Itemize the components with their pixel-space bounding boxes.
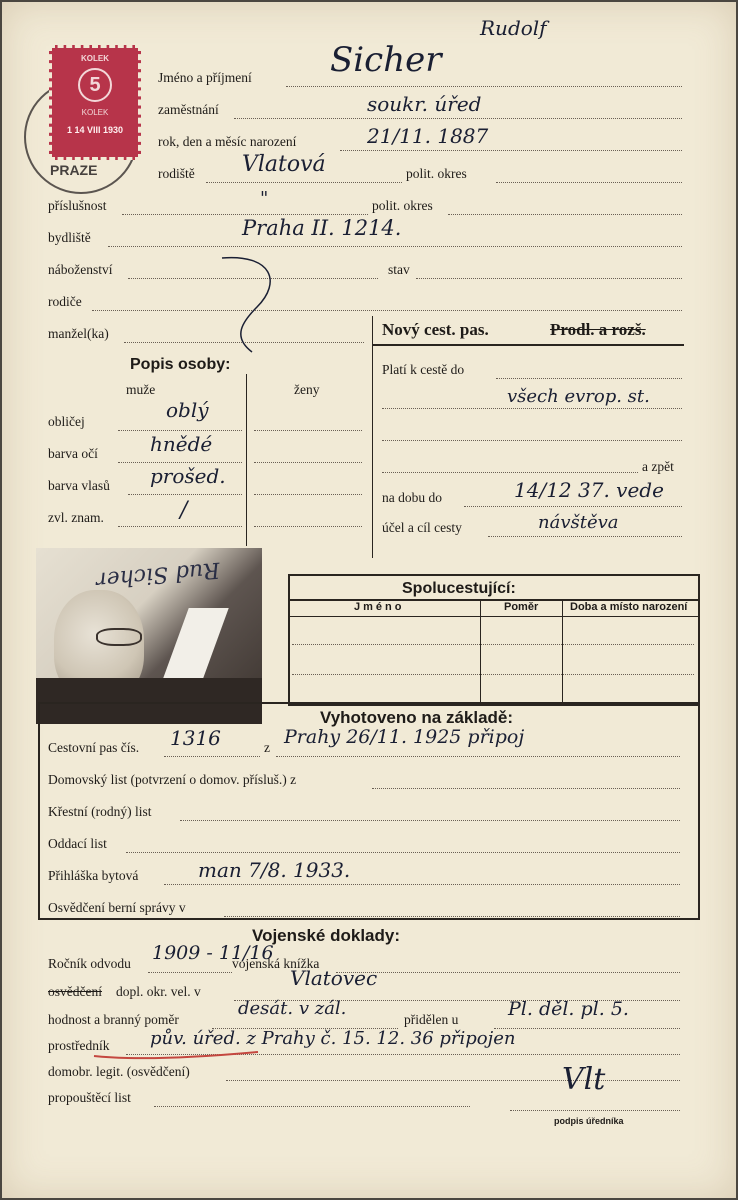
belonging-value: " bbox=[260, 188, 269, 209]
applicant-photo bbox=[36, 548, 262, 724]
purpose-value: návštěva bbox=[538, 512, 619, 533]
period-label: na dobu do bbox=[382, 490, 442, 505]
marks-line-women bbox=[254, 526, 362, 527]
issued-passport-value: 1316 bbox=[170, 726, 221, 750]
description-divider bbox=[246, 374, 247, 546]
religion-label: náboženství bbox=[48, 262, 113, 277]
purpose-label: účel a cíl cesty bbox=[382, 520, 462, 535]
cert-rest-label: dopl. okr. vel. v bbox=[116, 984, 201, 999]
birth-value: 21/11. 1887 bbox=[367, 124, 489, 148]
book-line bbox=[336, 972, 680, 973]
back-label: a zpět bbox=[642, 459, 674, 474]
belonging-line bbox=[122, 214, 368, 215]
photo-glasses bbox=[96, 628, 142, 646]
eyes-value: hnědé bbox=[150, 432, 213, 456]
new-passport-label: Nový cest. pas. bbox=[382, 320, 489, 339]
hair-label: barva vlasů bbox=[48, 478, 110, 493]
companions-col-rule-2 bbox=[562, 600, 563, 704]
valid-line-1 bbox=[496, 378, 682, 379]
signature-label: podpis úředníka bbox=[554, 1116, 624, 1126]
valid-line-3 bbox=[382, 440, 682, 441]
employment-value: soukr. úřed bbox=[367, 92, 482, 116]
baptism-line bbox=[180, 820, 680, 821]
photo-signature: Rud Sicher bbox=[95, 556, 221, 593]
revenue-stamp bbox=[49, 45, 141, 160]
parents-label: rodiče bbox=[48, 294, 82, 309]
marriage-label: Oddací list bbox=[48, 836, 107, 851]
registration-line bbox=[164, 884, 680, 885]
tax-line bbox=[224, 916, 680, 917]
valid-label: Platí k cestě do bbox=[382, 362, 465, 377]
period-value: 14/12 37. vede bbox=[514, 478, 664, 502]
issued-passport-label: Cestovní pas čís. bbox=[48, 740, 140, 755]
handwritten-first-name: Rudolf bbox=[480, 16, 547, 40]
cert-label: osvědčení bbox=[48, 984, 102, 999]
year-value: 1909 - 11/16 bbox=[152, 942, 274, 964]
hair-value: prošed. bbox=[150, 464, 226, 488]
valid-line-2 bbox=[382, 408, 682, 409]
companions-col-name: Jméno bbox=[354, 601, 405, 613]
domicile-label: Domovský list (potvrzení o domov. přísluš.) z bbox=[48, 772, 297, 787]
photo-collar bbox=[163, 608, 228, 678]
agent-label: prostředník bbox=[48, 1038, 110, 1053]
hair-line-women bbox=[254, 494, 362, 495]
registration-value: man 7/8. 1933. bbox=[198, 858, 351, 882]
men-header: muže bbox=[126, 382, 156, 397]
rank-value: desát. v zál. bbox=[238, 998, 347, 1019]
marks-label: zvl. znam. bbox=[48, 510, 104, 525]
year-line bbox=[148, 972, 232, 973]
face-value: oblý bbox=[166, 398, 209, 422]
hair-line bbox=[128, 494, 242, 495]
polit-okres2-line bbox=[448, 214, 682, 215]
employment-line bbox=[234, 118, 682, 119]
name-line bbox=[286, 86, 682, 87]
issued-from-line bbox=[276, 756, 680, 757]
assigned-line bbox=[494, 1028, 680, 1029]
parents-line bbox=[92, 310, 682, 311]
issued-from-value: Prahy 26/11. 1925 připoj bbox=[284, 726, 525, 748]
extend-label: Prodl. a rozš. bbox=[550, 320, 646, 339]
description-title: Popis osoby: bbox=[130, 356, 231, 373]
birthplace-value: Vlatová bbox=[242, 152, 326, 177]
polit-okres-label: polit. okres bbox=[406, 166, 467, 181]
stav-line bbox=[416, 278, 682, 279]
stamp-top-text: KOLEK bbox=[81, 54, 109, 63]
registration-label: Přihláška bytová bbox=[48, 868, 139, 883]
polit-okres2-label: polit. okres bbox=[372, 198, 433, 213]
legit-line bbox=[226, 1080, 680, 1081]
official-signature: Vlt bbox=[562, 1062, 606, 1097]
face-label: obličej bbox=[48, 414, 85, 429]
eyes-line-women bbox=[254, 462, 362, 463]
spouse-label: manžel(ka) bbox=[48, 326, 109, 341]
polit-okres-line bbox=[496, 182, 682, 183]
stamp-date: 1 14 VIII 1930 bbox=[66, 125, 124, 135]
companions-col-birth: Doba a místo narození bbox=[570, 601, 688, 613]
agent-value: pův. úřed. z Prahy č. 15. 12. 36 připojen bbox=[150, 1028, 516, 1049]
discharge-label: propouštěcí list bbox=[48, 1090, 131, 1105]
marriage-line bbox=[126, 852, 680, 853]
valid-value: všech evrop. st. bbox=[507, 386, 650, 407]
domicile-line bbox=[372, 788, 680, 789]
birthplace-label: rodiště bbox=[158, 166, 195, 181]
companions-col-rule-1 bbox=[480, 600, 481, 704]
issued-from-label: z bbox=[264, 740, 270, 755]
assigned-value: Pl. děl. pl. 5. bbox=[508, 998, 629, 1020]
marks-value: / bbox=[180, 498, 188, 523]
issued-title: Vyhotoveno na základě: bbox=[320, 708, 514, 727]
military-title: Vojenské doklady: bbox=[252, 926, 401, 945]
red-pencil-underline bbox=[92, 1048, 262, 1062]
year-label: Ročník odvodu bbox=[48, 956, 131, 971]
valid-line-4 bbox=[382, 472, 638, 473]
employment-label: zaměstnání bbox=[158, 102, 219, 117]
marks-line bbox=[118, 526, 242, 527]
women-header: ženy bbox=[294, 382, 320, 397]
belonging-label: příslušnost bbox=[48, 198, 107, 213]
birth-line bbox=[340, 150, 682, 151]
eyes-line bbox=[118, 462, 242, 463]
stamp-value: 5 bbox=[78, 68, 112, 102]
discharge-line bbox=[154, 1106, 470, 1107]
postmark-text: PRAZE bbox=[50, 162, 98, 178]
baptism-label: Křestní (rodný) list bbox=[48, 804, 152, 819]
face-line-women bbox=[254, 430, 362, 431]
cert-value: Vlatovec bbox=[290, 966, 378, 990]
birth-label: rok, den a měsíc narození bbox=[158, 134, 297, 149]
passport-header-rule bbox=[372, 344, 684, 346]
passport-application-form bbox=[2, 2, 736, 1198]
period-line bbox=[464, 506, 682, 507]
name-label: Jméno a příjmení bbox=[158, 70, 252, 85]
companions-title: Spolucestující: bbox=[402, 580, 516, 597]
purpose-line bbox=[488, 536, 682, 537]
face-line bbox=[118, 430, 242, 431]
legit-label: domobr. legit. (osvědčení) bbox=[48, 1064, 190, 1079]
name-value: Sicher bbox=[330, 40, 442, 80]
companions-row-rule-1 bbox=[292, 644, 694, 645]
companions-row-rule-2 bbox=[292, 674, 694, 675]
residence-value: Praha II. 1214. bbox=[242, 216, 402, 240]
companions-col-relation: Poměr bbox=[504, 601, 539, 613]
eyes-label: barva očí bbox=[48, 446, 98, 461]
residence-label: bydliště bbox=[48, 230, 91, 245]
residence-line bbox=[108, 246, 682, 247]
birthplace-line bbox=[206, 182, 402, 183]
signature-line bbox=[510, 1110, 680, 1111]
assigned-label: přidělen u bbox=[404, 1012, 459, 1027]
stamp-word: KOLEK bbox=[81, 108, 109, 117]
issued-passport-line bbox=[164, 756, 260, 757]
book-label: vojenská knížka bbox=[232, 956, 320, 971]
passport-divider bbox=[372, 316, 373, 558]
rank-label: hodnost a branný poměr bbox=[48, 1012, 179, 1027]
companions-row-rule-0 bbox=[290, 616, 698, 617]
tax-label: Osvědčení berní správy v bbox=[48, 900, 186, 915]
strike-scribble bbox=[212, 252, 292, 362]
stav-label: stav bbox=[388, 262, 410, 277]
